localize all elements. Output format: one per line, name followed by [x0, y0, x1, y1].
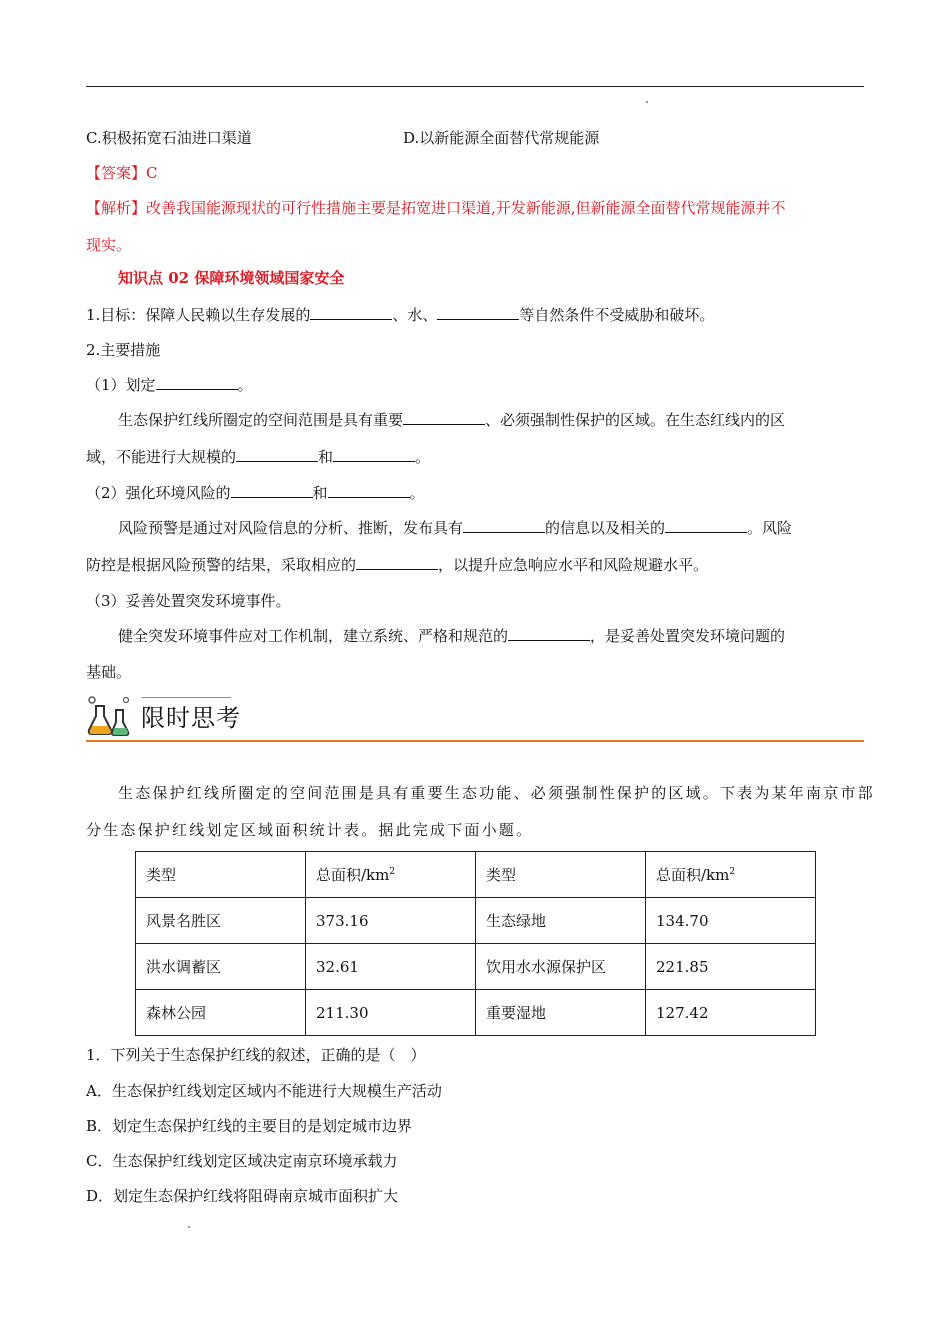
speck	[646, 101, 648, 103]
section-underline	[86, 740, 864, 742]
question-option-d: D．划定生态保护红线将阻碍南京城市面积扩大	[86, 1187, 399, 1205]
measure-2	[86, 483, 425, 503]
goal-text-b: 、水、	[392, 306, 438, 324]
option-c-prev: C.积极拓宽石油进口渠道	[86, 129, 252, 147]
question-option-c: C．生态保护红线划定区域决定南京环境承载力	[86, 1152, 398, 1170]
table-cell: 211.30	[306, 990, 476, 1036]
measure-2-desc2-b: ，以提升应急响应水平和风险规避水平。	[438, 556, 709, 574]
measure-2-desc2-a: 防控是根据风险预警的结果，采取相应的	[86, 556, 357, 574]
blank	[356, 555, 438, 570]
analysis-line-1	[86, 198, 786, 218]
table-cell: 洪水调蓄区	[136, 944, 306, 990]
table-cell: 134.70	[646, 898, 816, 944]
blank	[236, 447, 318, 462]
table-cell: 生态绿地	[476, 898, 646, 944]
area-header-text: 总面积/km	[316, 866, 390, 884]
measure-2-c: 。	[409, 484, 425, 502]
measure-2-desc-b: 的信息以及相关的	[545, 519, 666, 537]
measure-2-a: （2）强化环境风险的	[86, 484, 231, 502]
measure-3-desc	[118, 626, 785, 646]
table-cell: 森林公园	[136, 990, 306, 1036]
table-cell: 饮用水水源保护区	[476, 944, 646, 990]
goal-text-c: 等自然条件不受威胁和破坏。	[519, 306, 715, 324]
table-cell: 重要湿地	[476, 990, 646, 1036]
question-stem: 1．下列关于生态保护红线的叙述，正确的是（ ）	[86, 1046, 426, 1064]
blank	[310, 305, 392, 320]
measure-1-desc2-b: 和	[318, 448, 334, 466]
table-cell: 类型	[476, 852, 646, 898]
blank	[231, 483, 313, 498]
table-cell: 风景名胜区	[136, 898, 306, 944]
area-table	[135, 851, 816, 1036]
table-cell: 221.85	[646, 944, 816, 990]
measure-1-desc2-c: 。	[415, 448, 431, 466]
table-row	[136, 990, 816, 1036]
measure-2-desc-c: 。风险	[747, 519, 793, 537]
measures-heading: 2.主要措施	[86, 341, 161, 359]
table-cell: 127.42	[646, 990, 816, 1036]
answer-line	[86, 163, 158, 183]
goal-text-a: 1.目标：保障人民赖以生存发展的	[86, 306, 311, 324]
measure-1-desc-b: 、必须强制性保护的区域。在生态红线内的区	[485, 411, 786, 429]
blank	[508, 626, 590, 641]
table-header-row	[136, 852, 816, 898]
analysis-text-1: 改善我国能源现状的可行性措施主要是拓宽进口渠道,开发新能源,但新能源全面替代常规能源并不	[146, 199, 786, 217]
answer-label: 【答案】	[86, 164, 147, 182]
question-option-b: B．划定生态保护红线的主要目的是划定城市边界	[86, 1117, 413, 1135]
measure-3-desc-b: ，是妥善处置突发环境问题的	[590, 627, 786, 645]
measure-1-text: （1）划定	[86, 376, 156, 394]
measure-1-desc2-a: 域，不能进行大规模的	[86, 448, 237, 466]
measure-2-desc-a: 风险预警是通过对风险信息的分析、推断，发布具有	[118, 519, 464, 537]
measure-2-desc-2	[86, 555, 708, 575]
measure-3-desc-2: 基础。	[86, 663, 132, 681]
blank	[463, 518, 545, 533]
goal-line	[86, 305, 714, 325]
option-d-prev: D.以新能源全面替代常规能源	[403, 129, 600, 147]
flask-icon	[86, 694, 136, 740]
passage-line-2: 分生态保护红线划定区域面积统计表。据此完成下面小题。	[86, 821, 534, 839]
measure-3: （3）妥善处置突发环境事件。	[86, 592, 291, 610]
measure-2-b: 和	[312, 484, 328, 502]
blank	[665, 518, 747, 533]
measure-1-desc	[118, 410, 785, 430]
measure-1	[86, 375, 253, 395]
table-cell	[646, 852, 816, 898]
section-title: 限时思考	[141, 704, 241, 732]
area-header-sup: 2	[729, 867, 736, 877]
table-row	[136, 898, 816, 944]
blank	[156, 375, 238, 390]
analysis-label: 【解析】	[86, 199, 147, 217]
question-option-a: A．生态保护红线划定区域内不能进行大规模生产活动	[86, 1082, 442, 1100]
knowledge-heading: 知识点 02 保障环境领域国家安全	[118, 269, 345, 287]
section-header	[86, 694, 864, 744]
table-cell: 32.61	[306, 944, 476, 990]
answer-value: C	[146, 164, 158, 182]
blank	[328, 483, 410, 498]
measure-1-desc-a: 生态保护红线所圈定的空间范围是具有重要	[118, 411, 404, 429]
passage-line-1: 生态保护红线所圈定的空间范围是具有重要生态功能、必须强制性保护的区域。下表为某年南京市部	[118, 784, 875, 802]
area-header-text: 总面积/km	[656, 866, 730, 884]
table-cell: 类型	[136, 852, 306, 898]
blank	[437, 305, 519, 320]
table-row	[136, 944, 816, 990]
speck	[188, 1226, 190, 1228]
measure-1-end: 。	[237, 376, 253, 394]
blank	[333, 447, 415, 462]
measure-2-desc	[118, 518, 792, 538]
header-rule	[86, 86, 864, 87]
area-header-sup: 2	[389, 867, 396, 877]
table-cell: 373.16	[306, 898, 476, 944]
analysis-line-2: 现实。	[86, 236, 132, 254]
table-cell	[306, 852, 476, 898]
blank	[403, 410, 485, 425]
measure-3-desc-a: 健全突发环境事件应对工作机制，建立系统、严格和规范的	[118, 627, 509, 645]
measure-1-desc-2	[86, 447, 430, 467]
